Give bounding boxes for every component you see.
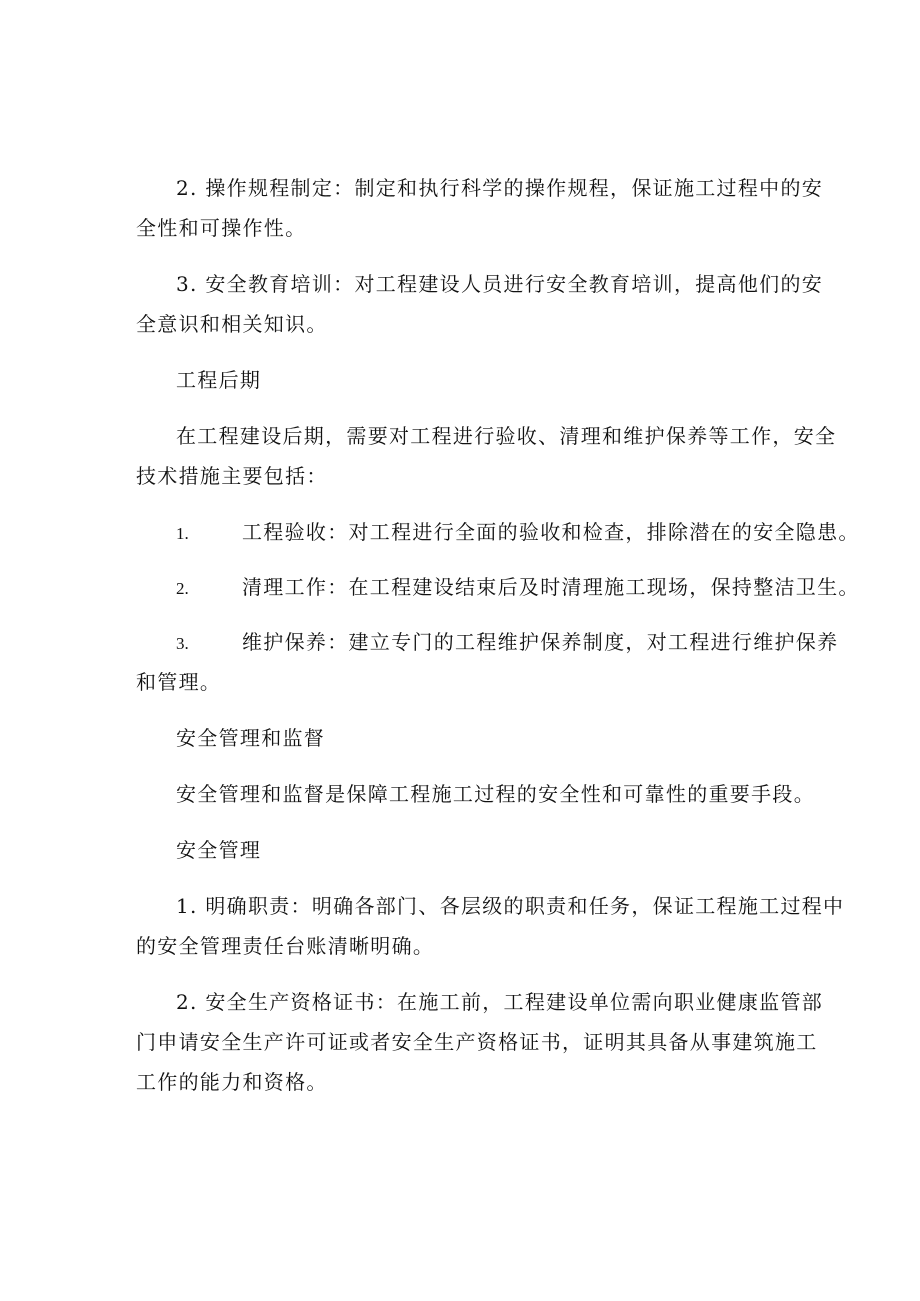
- paragraph-line: 全性和可操作性。: [136, 216, 307, 240]
- paragraph-line: 2. 操作规程制定：制定和执行科学的操作规程，保证施工过程中的安: [176, 176, 824, 200]
- list-number: 2.: [176, 579, 189, 598]
- paragraph-line: 3. 安全教育培训：对工程建设人员进行安全教育培训，提高他们的安: [176, 272, 824, 296]
- section-heading: 安全管理: [176, 838, 262, 862]
- section-heading: 安全管理和监督: [176, 726, 326, 750]
- paragraph-line: 在工程建设后期，需要对工程进行验收、清理和维护保养等工作，安全: [176, 424, 837, 448]
- list-item: 清理工作：在工程建设结束后及时清理施工现场，保持整洁卫生。: [242, 575, 860, 599]
- section-heading: 工程后期: [176, 368, 262, 392]
- paragraph-line: 2. 安全生产资格证书：在施工前，工程建设单位需向职业健康监管部: [176, 990, 824, 1014]
- paragraph-line: 技术措施主要包括：: [136, 464, 328, 488]
- list-number: 1.: [176, 524, 189, 543]
- list-number: 3.: [176, 634, 189, 653]
- paragraph-line: 工作的能力和资格。: [136, 1070, 328, 1094]
- list-item: 工程验收：对工程进行全面的验收和检查，排除潜在的安全隐患。: [242, 520, 860, 544]
- paragraph-line: 安全管理和监督是保障工程施工过程的安全性和可靠性的重要手段。: [176, 782, 815, 806]
- paragraph-line: 全意识和相关知识。: [136, 312, 328, 336]
- list-item-continuation: 和管理。: [136, 670, 222, 694]
- paragraph-line: 门申请安全生产许可证或者安全生产资格证书，证明其具备从事建筑施工: [136, 1030, 818, 1054]
- paragraph-line: 1. 明确职责：明确各部门、各层级的职责和任务，保证工程施工过程中: [176, 894, 845, 918]
- paragraph-line: 的安全管理责任台账清晰明确。: [136, 934, 435, 958]
- list-item: 维护保养：建立专门的工程维护保养制度，对工程进行维护保养: [242, 630, 839, 654]
